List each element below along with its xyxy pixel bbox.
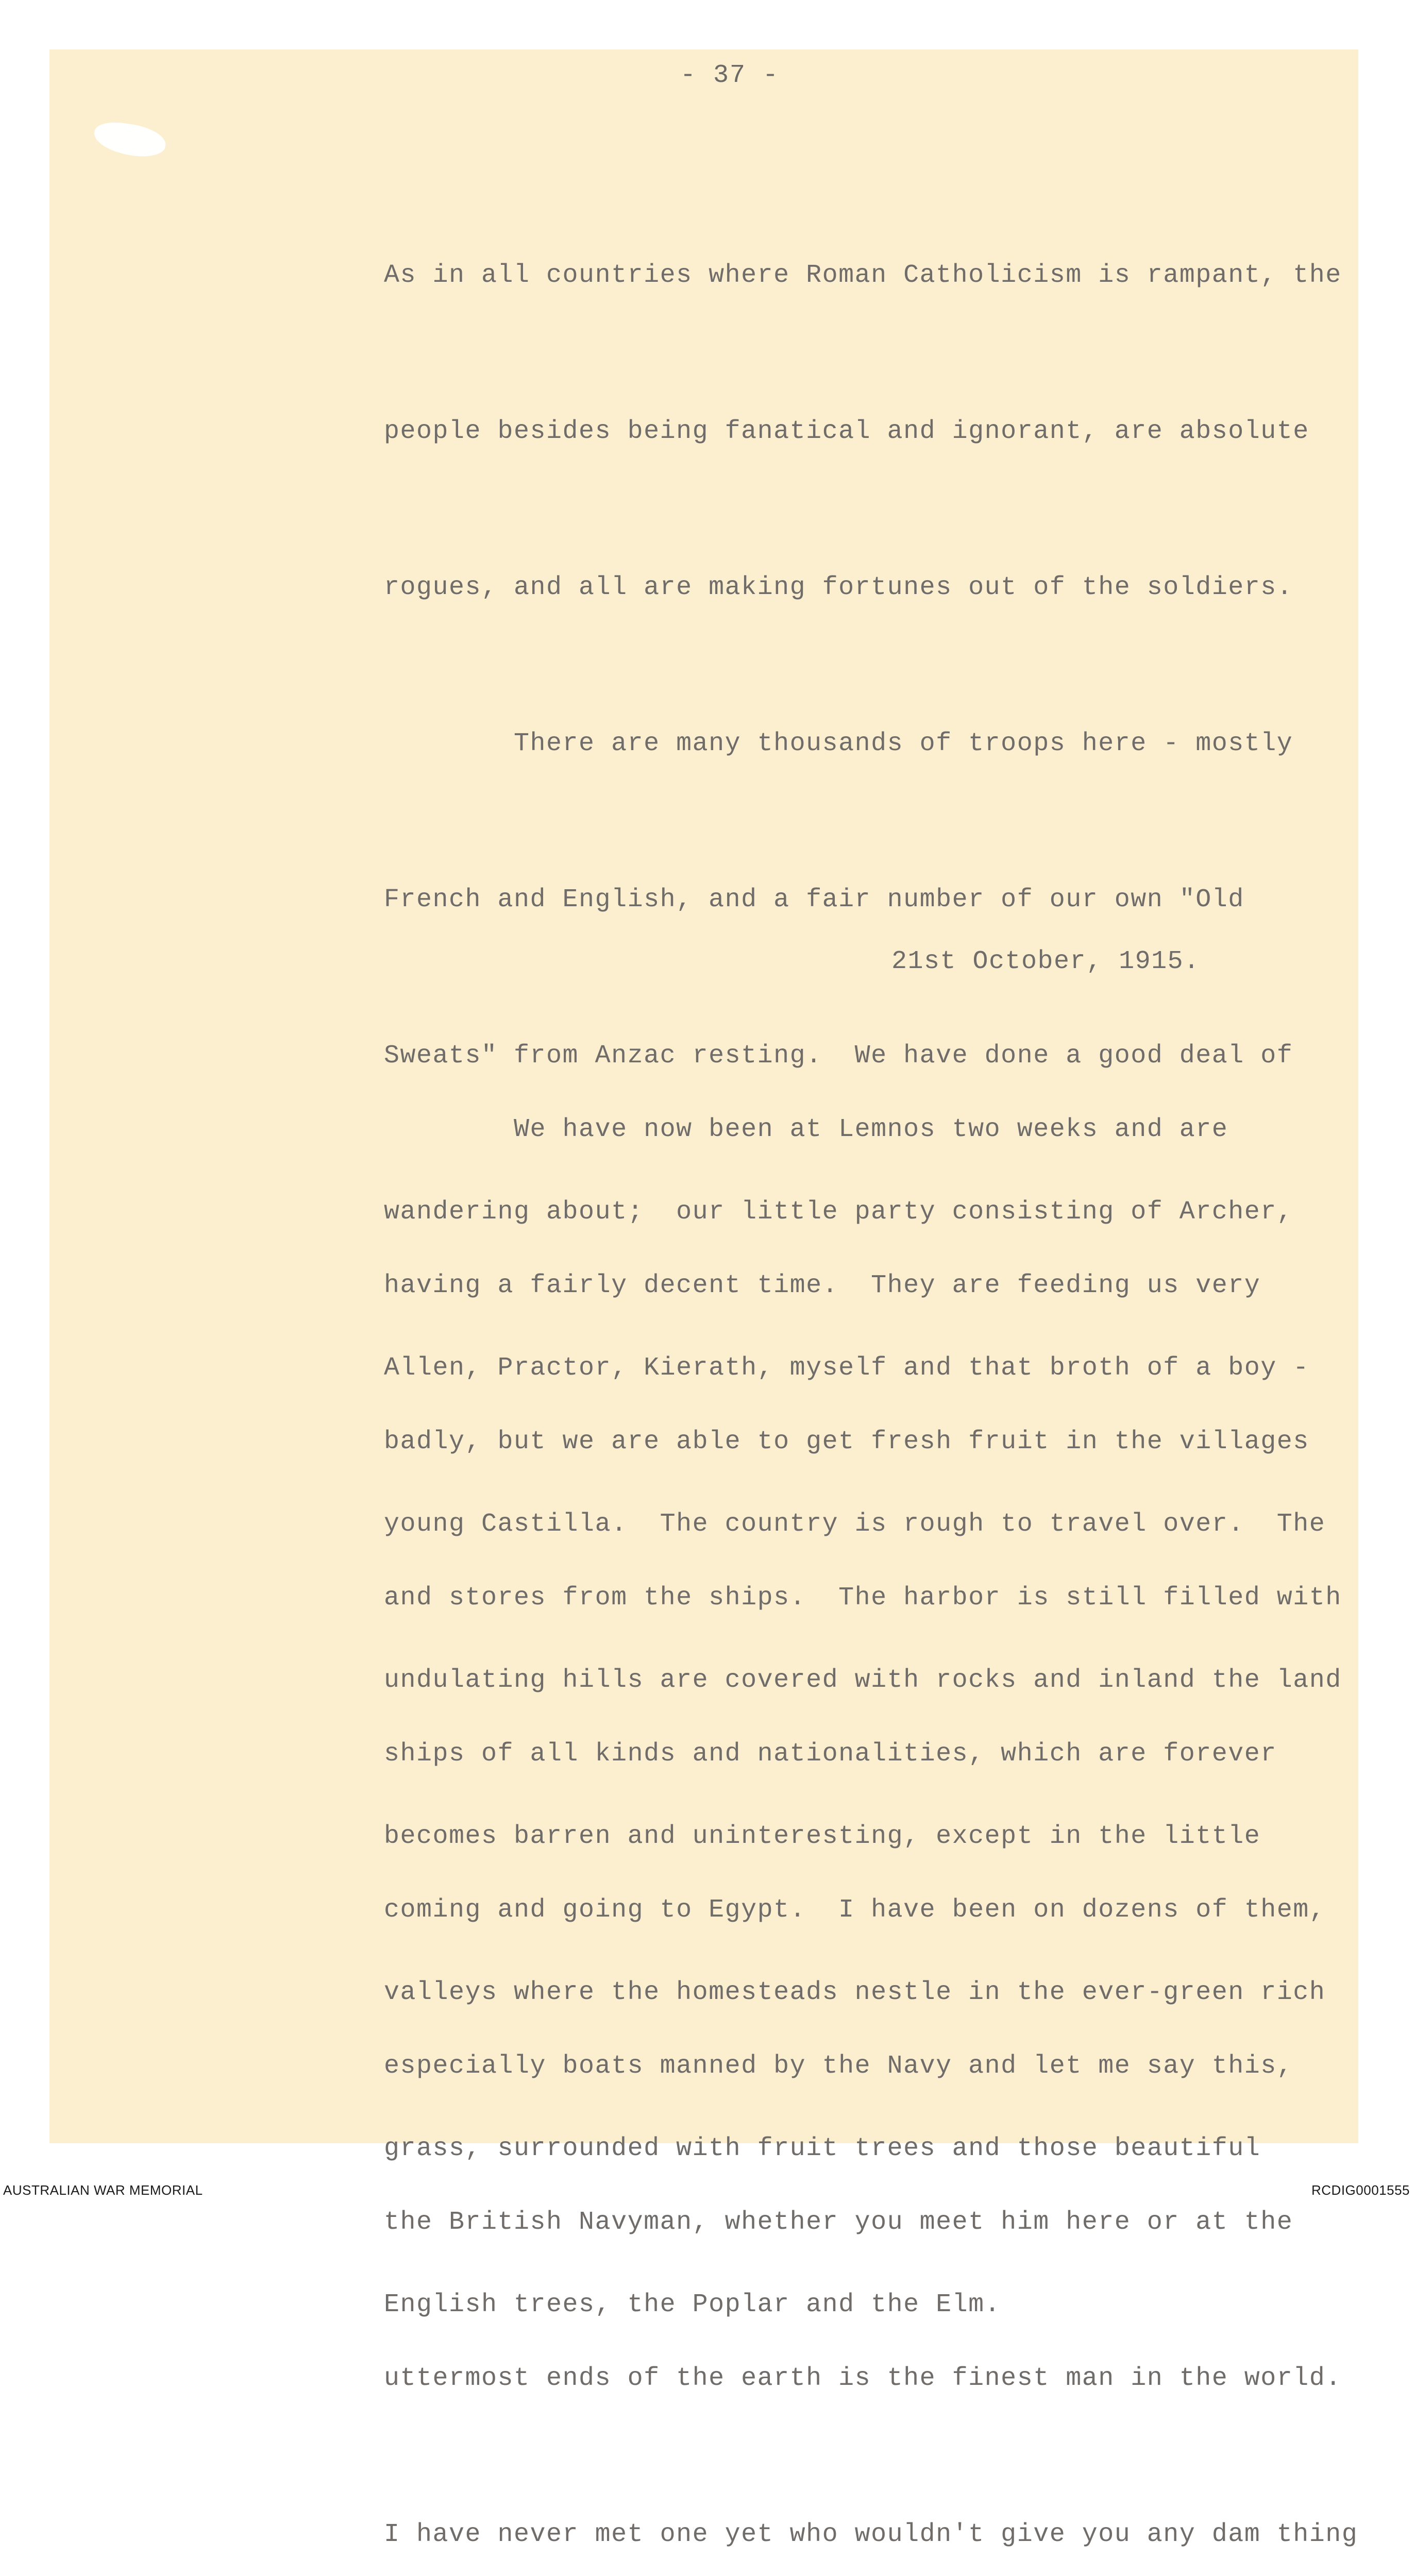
- text-line: wandering about; our little party consisting of Archer,: [384, 1197, 1293, 1227]
- text-line: uttermost ends of the earth is the finest man in the world.: [384, 2364, 1342, 2393]
- text-line: As in all countries where Roman Catholicism is rampant, the: [384, 261, 1342, 290]
- text-line: and stores from the ships. The harbor is still filled with: [384, 1583, 1342, 1613]
- text-line: rogues, and all are making fortunes out of the soldiers.: [384, 573, 1293, 602]
- text-block-2: [384, 999, 1358, 2576]
- text-line: undulating hills are covered with rocks and inland the land: [384, 1666, 1342, 1695]
- text-line: I have never met one yet who wouldn't give you any dam thing: [384, 2520, 1358, 2549]
- footer-record-id: RCDIG0001555: [1311, 2182, 1410, 2198]
- text-line: badly, but we are able to get fresh fruit in the villages: [384, 1427, 1309, 1456]
- text-line: the British Navyman, whether you meet him here or at the: [384, 2208, 1293, 2237]
- text-line: English trees, the Poplar and the Elm.: [384, 2290, 1001, 2319]
- text-line: ships of all kinds and nationalities, which are forever: [384, 1739, 1277, 1769]
- text-line: especially boats manned by the Navy and let me say this,: [384, 2052, 1293, 2081]
- text-line: coming and going to Egypt. I have been on dozens of them,: [384, 1895, 1326, 1925]
- text-line: young Castilla. The country is rough to travel over. The: [384, 1510, 1326, 1539]
- text-line: valleys where the homesteads nestle in the ever-green rich: [384, 1978, 1326, 2007]
- text-line: There are many thousands of troops here - mostly: [384, 729, 1293, 758]
- text-line: Sweats" from Anzac resting. We have done a good deal of: [384, 1041, 1293, 1071]
- text-line: French and English, and a fair number of our own "Old: [384, 885, 1244, 914]
- text-line: We have now been at Lemnos two weeks and are: [384, 1115, 1228, 1144]
- text-line: grass, surrounded with fruit trees and those beautiful: [384, 2134, 1261, 2163]
- paper-blemish: [92, 120, 168, 160]
- footer-institution: AUSTRALIAN WAR MEMORIAL: [3, 2182, 203, 2198]
- text-line: people besides being fanatical and ignorant, are absolute: [384, 417, 1309, 446]
- date-heading: 21st October, 1915.: [891, 947, 1200, 976]
- text-line: becomes barren and uninteresting, except in the little: [384, 1822, 1261, 1851]
- page-number: - 37 -: [680, 61, 780, 90]
- text-line: Allen, Practor, Kierath, myself and that broth of a boy -: [384, 1353, 1309, 1383]
- text-line: having a fairly decent time. They are feeding us very: [384, 1271, 1261, 1300]
